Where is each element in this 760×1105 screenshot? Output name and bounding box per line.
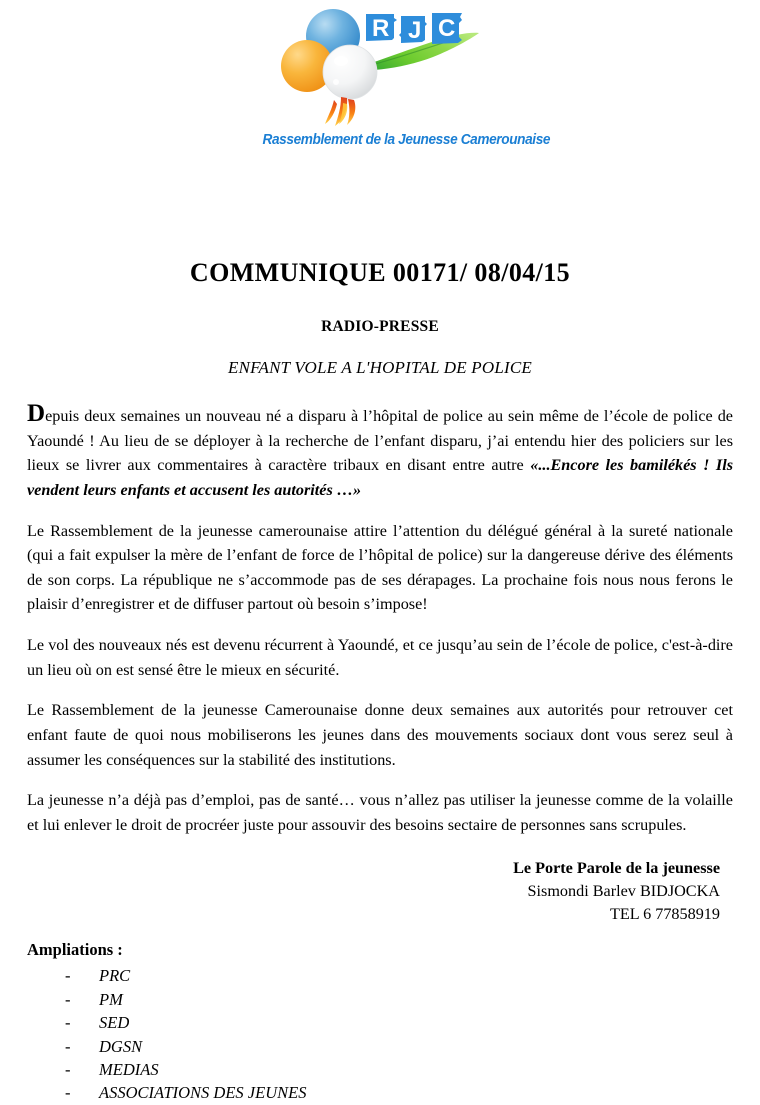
letterhead [0, 0, 760, 164]
list-item-label: PRC [99, 966, 131, 986]
signature-block [0, 857, 720, 926]
list-dash: - [65, 989, 71, 1009]
ampliations-title: Ampliations : [27, 940, 123, 960]
paragraph-2: Le Rassemblement de la jeunesse camerounaise attire l’attention du délégué général à la sureté nationale (qui a fait expulser la mère de l’enfant de force de l’hôpital de police) sur la dangereuse dérive des éléments de son corps. La république ne s’accommode pas de ses dérapages. La prochaine fois nous nous ferons le plaisir d’enregistrer et de diffuser partout où besoin s’impose! [27, 521, 733, 614]
signatory-role: Le Porte Parole de la jeunesse [513, 859, 720, 878]
organization-logo [255, 4, 551, 164]
logo-tagline: Rassemblement de la Jeunesse Camerounaise [262, 132, 551, 148]
list-item-label: PM [99, 989, 123, 1009]
list-item [27, 1011, 760, 1034]
flame-icon [325, 97, 355, 126]
paragraph-1 [27, 400, 733, 503]
paragraph-3: Le vol des nouveaux nés est devenu récurrent à Yaoundé, et ce jusqu’au sein de l’école de police, c'est-à-dire un lieu où on est sensé être le mieux en sécurité. [27, 636, 733, 679]
paragraph-5: La jeunesse n’a déjà pas d’emploi, pas de santé… vous n’allez pas utiliser la jeunesse comme de la volaille et lui enlever le droit de procréer juste pour assouvir des besoins sectaire de personnes sans scrupules. [27, 791, 733, 834]
list-item [27, 1081, 760, 1104]
list-item-label: DGSN [99, 1036, 143, 1056]
list-item-label: ASSOCIATIONS DES JEUNES [99, 1083, 307, 1103]
list-item [27, 988, 760, 1011]
ampliations-section [27, 940, 760, 1105]
list-dash: - [65, 1013, 71, 1033]
list-dash: - [65, 1060, 71, 1080]
list-dash: - [65, 1036, 71, 1056]
rjc-acronym-icon [366, 13, 462, 44]
list-item [27, 964, 760, 987]
list-item-label: MEDIAS [99, 1060, 159, 1080]
list-dash: - [65, 1083, 71, 1103]
document-title: COMMUNIQUE 00171/ 08/04/15 [189, 258, 571, 287]
svg-text:C: C [438, 15, 456, 42]
list-item-label: SED [99, 1013, 130, 1033]
document-headline: ENFANT VOLE A L'HOPITAL DE POLICE [228, 358, 532, 377]
svg-text:R: R [372, 15, 390, 42]
list-item [27, 1035, 760, 1058]
document-body [27, 400, 733, 837]
paragraph-1-text: epuis deux semaines un nouveau né a disparu à l’hôpital de police au sein même de l’école de police de Yaoundé ! Au lieu de se déployer à la recherche de l’enfant disparu, j’ai entendu hier des policiers sur les lieux se livrer aux commentaires à caractère tribaux en disant entre autre [27, 407, 733, 475]
document-subtitle: RADIO-PRESSE [321, 318, 439, 335]
svg-text:J: J [408, 17, 422, 44]
signatory-name: Sismondi Barlev BIDJOCKA [527, 882, 720, 901]
paragraph-4: Le Rassemblement de la jeunesse Camerounaise donne deux semaines aux autorités pour retrouver cet enfant faute de quoi nous mobiliserons les jeunes dans des mouvements sociaux dont vous serez seul à assumer les conséquences sur la stabilité des institutions. [27, 701, 733, 769]
white-balloon-icon [323, 45, 377, 99]
signatory-phone: TEL 6 77858919 [609, 905, 720, 924]
list-item [27, 1058, 760, 1081]
dropcap-letter: D [27, 400, 46, 427]
logo-artwork-icon [255, 4, 505, 132]
list-dash: - [65, 966, 71, 986]
quoted-statement: «...Encore les bamilékés ! Ils vendent leurs enfants et accusent les autorités …» [27, 456, 733, 499]
ampliations-list [27, 964, 760, 1105]
